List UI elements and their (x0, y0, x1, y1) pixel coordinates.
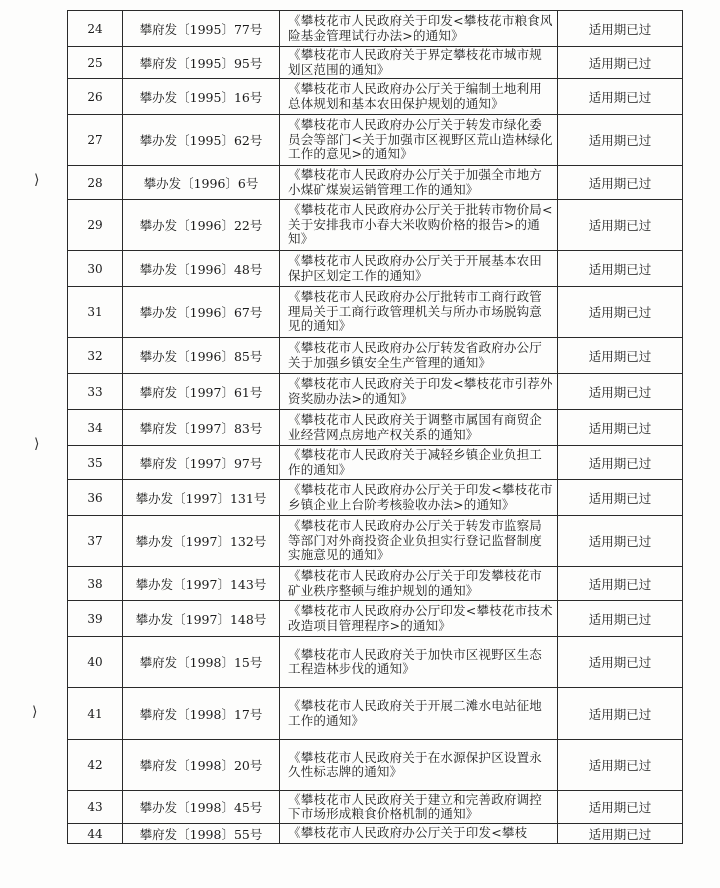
table-body (68, 11, 683, 844)
table-row (68, 287, 683, 338)
document-number: 攀府发〔1998〕15号 (123, 637, 280, 688)
table-row (68, 688, 683, 740)
document-number: 攀府发〔1995〕95号 (123, 47, 280, 79)
document-number: 攀办发〔1995〕16号 (123, 79, 280, 115)
document-title: 《攀枝花市人民政府办公厅关于转发市绿化委员会等部门<关于加强市区视野区荒山造林绿化工作的意见>的通知》 (280, 115, 558, 166)
margin-binding-mark: ⟩ (32, 704, 38, 720)
margin-binding-mark: ⟩ (34, 436, 40, 452)
status-cell: 适用期已过 (558, 637, 683, 688)
row-number: 26 (68, 79, 123, 115)
document-number: 攀办发〔1997〕131号 (123, 480, 280, 516)
document-number: 攀办发〔1997〕148号 (123, 601, 280, 637)
row-number: 40 (68, 637, 123, 688)
table-row (68, 637, 683, 688)
row-number: 37 (68, 516, 123, 567)
status-cell: 适用期已过 (558, 740, 683, 791)
document-number: 攀府发〔1997〕83号 (123, 410, 280, 446)
row-number: 27 (68, 115, 123, 166)
table-row (68, 166, 683, 200)
document-number: 攀办发〔1995〕62号 (123, 115, 280, 166)
status-cell: 适用期已过 (558, 374, 683, 410)
status-cell: 适用期已过 (558, 446, 683, 480)
document-title: 《攀枝花市人民政府办公厅关于编制土地利用总体规划和基本农田保护规划的通知》 (280, 79, 558, 115)
table-row (68, 791, 683, 824)
table-row (68, 251, 683, 287)
status-cell: 适用期已过 (558, 688, 683, 740)
row-number: 41 (68, 688, 123, 740)
document-number: 攀府发〔1997〕97号 (123, 446, 280, 480)
table-row (68, 740, 683, 791)
document-number: 攀府发〔1998〕55号 (123, 824, 280, 844)
status-cell: 适用期已过 (558, 567, 683, 601)
table-row (68, 47, 683, 79)
row-number: 25 (68, 47, 123, 79)
row-number: 29 (68, 200, 123, 251)
margin-binding-mark: ⟩ (34, 172, 40, 188)
status-cell: 适用期已过 (558, 480, 683, 516)
document-number: 攀办发〔1997〕143号 (123, 567, 280, 601)
row-number: 38 (68, 567, 123, 601)
table-row (68, 567, 683, 601)
status-cell: 适用期已过 (558, 47, 683, 79)
document-title: 《攀枝花市人民政府办公厅批转市工商行政管理局关于工商行政管理机关与所办市场脱钩意见的通知》 (280, 287, 558, 338)
document-number: 攀办发〔1996〕22号 (123, 200, 280, 251)
status-cell: 适用期已过 (558, 200, 683, 251)
row-number: 36 (68, 480, 123, 516)
row-number: 32 (68, 338, 123, 374)
document-title: 《攀枝花市人民政府办公厅关于开展基本农田保护区划定工作的通知》 (280, 251, 558, 287)
document-number: 攀办发〔1996〕67号 (123, 287, 280, 338)
status-cell: 适用期已过 (558, 791, 683, 824)
row-number: 33 (68, 374, 123, 410)
status-cell: 适用期已过 (558, 79, 683, 115)
document-title: 《攀枝花市人民政府办公厅关于批转市物价局<关于安排我市小春大米收购价格的报告>的通知》 (280, 200, 558, 251)
document-number: 攀府发〔1998〕17号 (123, 688, 280, 740)
document-title: 《攀枝花市人民政府关于调整市属国有商贸企业经营网点房地产权关系的通知》 (280, 410, 558, 446)
document-number: 攀办发〔1996〕6号 (123, 166, 280, 200)
table-row (68, 601, 683, 637)
status-cell: 适用期已过 (558, 516, 683, 567)
status-cell: 适用期已过 (558, 115, 683, 166)
status-cell: 适用期已过 (558, 251, 683, 287)
document-title: 《攀枝花市人民政府关于建立和完善政府调控下市场形成粮食价格机制的通知》 (280, 791, 558, 824)
document-number: 攀办发〔1997〕132号 (123, 516, 280, 567)
document-title: 《攀枝花市人民政府关于界定攀枝花市城市规划区范围的通知》 (280, 47, 558, 79)
table-row (68, 79, 683, 115)
row-number: 30 (68, 251, 123, 287)
document-number: 攀办发〔1996〕48号 (123, 251, 280, 287)
document-number: 攀办发〔1996〕85号 (123, 338, 280, 374)
row-number: 44 (68, 824, 123, 844)
document-title: 《攀枝花市人民政府关于印发<攀枝花市引荐外资奖励办法>的通知》 (280, 374, 558, 410)
row-number: 34 (68, 410, 123, 446)
table-row (68, 516, 683, 567)
abolished-documents-table (67, 10, 683, 844)
table-row (68, 446, 683, 480)
document-title: 《攀枝花市人民政府办公厅关于印发<攀枝 (280, 824, 558, 844)
document-title: 《攀枝花市人民政府关于在水源保护区设置永久性标志牌的通知》 (280, 740, 558, 791)
document-title: 《攀枝花市人民政府办公厅印发<攀枝花市技术改造项目管理程序>的通知》 (280, 601, 558, 637)
row-number: 43 (68, 791, 123, 824)
row-number: 42 (68, 740, 123, 791)
status-cell: 适用期已过 (558, 166, 683, 200)
document-title: 《攀枝花市人民政府办公厅转发省政府办公厅关于加强乡镇安全生产管理的通知》 (280, 338, 558, 374)
document-title: 《攀枝花市人民政府办公厅关于加强全市地方小煤矿煤炭运销管理工作的通知》 (280, 166, 558, 200)
table-row (68, 115, 683, 166)
row-number: 28 (68, 166, 123, 200)
status-cell: 适用期已过 (558, 338, 683, 374)
table-row (68, 200, 683, 251)
status-cell: 适用期已过 (558, 11, 683, 47)
table-row (68, 374, 683, 410)
document-number: 攀府发〔1998〕20号 (123, 740, 280, 791)
table-row (68, 480, 683, 516)
document-title: 《攀枝花市人民政府关于开展二滩水电站征地工作的通知》 (280, 688, 558, 740)
document-number: 攀府发〔1997〕61号 (123, 374, 280, 410)
document-title: 《攀枝花市人民政府办公厅关于印发<攀枝花市乡镇企业上台阶考核验收办法>的通知》 (280, 480, 558, 516)
status-cell: 适用期已过 (558, 287, 683, 338)
status-cell: 适用期已过 (558, 601, 683, 637)
document-number: 攀办发〔1998〕45号 (123, 791, 280, 824)
table-row (68, 824, 683, 844)
table-row (68, 338, 683, 374)
document-title: 《攀枝花市人民政府办公厅关于转发市监察局等部门对外商投资企业负担实行登记监督制度实施意见的通知》 (280, 516, 558, 567)
document-title: 《攀枝花市人民政府关于印发<攀枝花市粮食风险基金管理试行办法>的通知》 (280, 11, 558, 47)
document-number: 攀府发〔1995〕77号 (123, 11, 280, 47)
row-number: 39 (68, 601, 123, 637)
document-title: 《攀枝花市人民政府办公厅关于印发攀枝花市矿业秩序整顿与维护规划的通知》 (280, 567, 558, 601)
status-cell: 适用期已过 (558, 824, 683, 844)
table-row (68, 11, 683, 47)
row-number: 31 (68, 287, 123, 338)
row-number: 24 (68, 11, 123, 47)
table-row (68, 410, 683, 446)
status-cell: 适用期已过 (558, 410, 683, 446)
document-title: 《攀枝花市人民政府关于减轻乡镇企业负担工作的通知》 (280, 446, 558, 480)
document-title: 《攀枝花市人民政府关于加快市区视野区生态工程造林步伐的通知》 (280, 637, 558, 688)
row-number: 35 (68, 446, 123, 480)
